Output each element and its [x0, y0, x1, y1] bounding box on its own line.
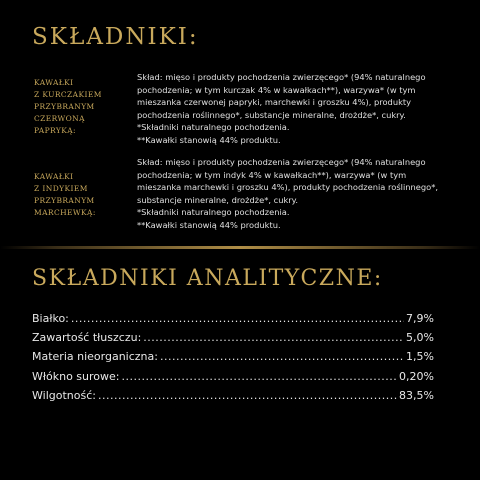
dot-leader	[160, 347, 404, 366]
ingredients-title: SKŁADNIKI:	[32, 24, 199, 50]
item-1-label-line: Z KURCZAKIEM	[34, 90, 102, 99]
dot-leader	[121, 367, 397, 386]
item-1-label	[34, 77, 124, 137]
row-value: 7,9%	[406, 312, 434, 325]
item-2-label-line: Z INDYKIEM	[34, 184, 88, 193]
analytical-row-inorganic	[32, 347, 434, 366]
dot-leader	[71, 309, 404, 328]
analytical-row-fat	[32, 328, 434, 347]
row-name: Zawartość tłuszczu:	[32, 331, 142, 345]
dot-leader	[98, 386, 397, 405]
item-2-label	[34, 171, 124, 219]
dot-leader	[143, 328, 404, 347]
item-1-description	[137, 71, 449, 147]
item-2-note-natural: *Składniki naturalnego pochodzenia.	[137, 207, 290, 218]
row-name: Białko:	[32, 312, 69, 325]
item-2-description	[137, 156, 449, 232]
row-value: 5,0%	[406, 331, 434, 345]
analytical-row-protein	[32, 309, 434, 328]
item-1-note-natural: *Składniki naturalnego pochodzenia.	[137, 122, 290, 133]
analytical-row-moisture	[32, 386, 434, 405]
item-1-composition: Skład: mięso i produkty pochodzenia zwierzęcego* (94% naturalnego pochodzenia; w tym kurczak 4% w kawałkach**), warzywa* (w tym mieszanka czerwonej papryki, marchewki i groszku 4%), produkty pochodzenia roślinnego*, substancje mineralne, drożdże*, cukry.	[137, 72, 426, 120]
item-1-label-line: KAWAŁKI	[34, 78, 74, 87]
row-value: 83,5%	[399, 388, 434, 402]
item-2-label-line: MARCHEWKĄ:	[34, 208, 96, 217]
item-2-label-line: PRZYBRANYM	[34, 196, 95, 205]
analytical-title: SKŁADNIKI ANALITYCZNE:	[32, 266, 383, 291]
gold-divider	[0, 246, 480, 249]
item-1-label-line: PRZYBRANYM	[34, 102, 95, 111]
row-value: 1,5%	[406, 350, 434, 364]
item-1-label-line: CZERWONĄ	[34, 114, 85, 123]
row-value: 0,20%	[399, 369, 434, 383]
row-name: Materia nieorganiczna:	[32, 350, 158, 364]
item-2-label-line: KAWAŁKI	[34, 172, 74, 181]
row-name: Włókno surowe:	[32, 369, 120, 383]
item-1-note-chunks: **Kawałki stanowią 44% produktu.	[137, 134, 281, 145]
item-2-composition: Skład: mięso i produkty pochodzenia zwierzęcego* (94% naturalnego pochodzenia; w tym indyk 4% w kawałkach**), warzywa* (w tym mieszanka marchewki i groszku 4%), produkty pochodzenia roślinnego*, substancje mineralne, drożdże*, cukry.	[137, 157, 438, 205]
row-name: Wilgotność:	[32, 388, 96, 402]
item-2-note-chunks: **Kawałki stanowią 44% produktu.	[137, 219, 281, 230]
analytical-table	[32, 309, 434, 405]
item-1-label-line: PAPRYKĄ:	[34, 126, 76, 135]
analytical-row-fibre	[32, 367, 434, 386]
